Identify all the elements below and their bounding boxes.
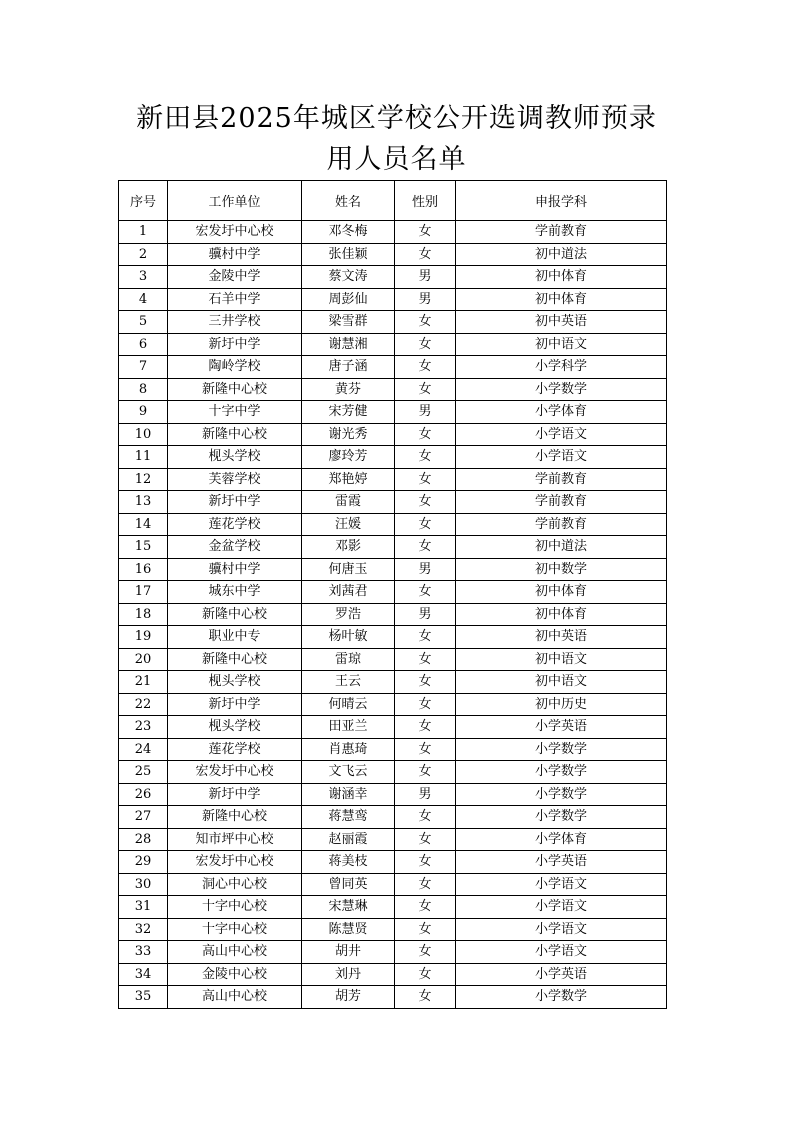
cell-work-unit: 莲花学校 [168, 513, 302, 536]
cell-name: 何晴云 [302, 693, 395, 716]
cell-work-unit: 高山中心校 [168, 986, 302, 1009]
cell-subject: 学前教育 [456, 513, 667, 536]
cell-work-unit: 骥村中学 [168, 243, 302, 266]
cell-name: 蒋慧鸾 [302, 806, 395, 829]
table-row [119, 896, 667, 919]
table-row [119, 491, 667, 514]
cell-subject: 初中语文 [456, 648, 667, 671]
cell-work-unit: 新隆中心校 [168, 378, 302, 401]
cell-work-unit: 宏发圩中心校 [168, 221, 302, 244]
header-name: 姓名 [302, 181, 395, 221]
cell-work-unit: 洞心中心校 [168, 873, 302, 896]
cell-subject: 初中历史 [456, 693, 667, 716]
cell-gender: 女 [395, 468, 456, 491]
cell-subject: 初中体育 [456, 581, 667, 604]
cell-name: 刘茜君 [302, 581, 395, 604]
cell-subject: 小学数学 [456, 806, 667, 829]
header-subject: 申报学科 [456, 181, 667, 221]
cell-name: 宋芳健 [302, 401, 395, 424]
cell-subject: 初中道法 [456, 536, 667, 559]
cell-name: 梁雪群 [302, 311, 395, 334]
cell-serial: 24 [119, 738, 168, 761]
table-row [119, 333, 667, 356]
table-row [119, 221, 667, 244]
table-row [119, 918, 667, 941]
table-row [119, 806, 667, 829]
cell-name: 王云 [302, 671, 395, 694]
table-row [119, 671, 667, 694]
cell-serial: 13 [119, 491, 168, 514]
table-row [119, 761, 667, 784]
cell-gender: 男 [395, 266, 456, 289]
cell-work-unit: 骥村中学 [168, 558, 302, 581]
cell-serial: 4 [119, 288, 168, 311]
cell-name: 蒋美枝 [302, 851, 395, 874]
cell-serial: 1 [119, 221, 168, 244]
cell-work-unit: 宏发圩中心校 [168, 851, 302, 874]
header-work-unit: 工作单位 [168, 181, 302, 221]
cell-name: 唐子涵 [302, 356, 395, 379]
cell-subject: 小学数学 [456, 738, 667, 761]
cell-gender: 男 [395, 558, 456, 581]
cell-gender: 女 [395, 626, 456, 649]
cell-serial: 19 [119, 626, 168, 649]
cell-subject: 小学数学 [456, 783, 667, 806]
table-row [119, 986, 667, 1009]
cell-name: 谢慧湘 [302, 333, 395, 356]
cell-gender: 女 [395, 446, 456, 469]
cell-serial: 21 [119, 671, 168, 694]
cell-subject: 小学语文 [456, 896, 667, 919]
table-row [119, 963, 667, 986]
cell-subject: 小学数学 [456, 761, 667, 784]
cell-subject: 初中体育 [456, 288, 667, 311]
cell-serial: 9 [119, 401, 168, 424]
cell-serial: 22 [119, 693, 168, 716]
cell-work-unit: 新隆中心校 [168, 603, 302, 626]
table-row [119, 828, 667, 851]
cell-gender: 男 [395, 603, 456, 626]
cell-name: 曾同英 [302, 873, 395, 896]
cell-serial: 3 [119, 266, 168, 289]
table-row [119, 558, 667, 581]
cell-subject: 初中英语 [456, 311, 667, 334]
cell-serial: 16 [119, 558, 168, 581]
table-row [119, 468, 667, 491]
page-title-line1: 新田县2025年城区学校公开选调教师预录 [136, 103, 657, 134]
cell-subject: 小学体育 [456, 401, 667, 424]
cell-subject: 初中数学 [456, 558, 667, 581]
cell-name: 陈慧贤 [302, 918, 395, 941]
table-row [119, 693, 667, 716]
cell-work-unit: 金陵中学 [168, 266, 302, 289]
cell-name: 赵丽霞 [302, 828, 395, 851]
cell-work-unit: 新圩中学 [168, 693, 302, 716]
cell-gender: 女 [395, 671, 456, 694]
cell-gender: 女 [395, 243, 456, 266]
cell-serial: 34 [119, 963, 168, 986]
cell-gender: 女 [395, 896, 456, 919]
page-title-line2: 用人员名单 [326, 144, 467, 175]
cell-subject: 小学英语 [456, 851, 667, 874]
cell-gender: 女 [395, 648, 456, 671]
table-row [119, 401, 667, 424]
cell-gender: 女 [395, 693, 456, 716]
cell-name: 张佳颖 [302, 243, 395, 266]
table-row [119, 716, 667, 739]
cell-gender: 女 [395, 311, 456, 334]
table-row [119, 626, 667, 649]
cell-subject: 初中语文 [456, 333, 667, 356]
cell-work-unit: 十字中心校 [168, 896, 302, 919]
cell-work-unit: 金陵中心校 [168, 963, 302, 986]
cell-name: 谢涵幸 [302, 783, 395, 806]
cell-name: 田亚兰 [302, 716, 395, 739]
cell-serial: 15 [119, 536, 168, 559]
cell-subject: 小学英语 [456, 963, 667, 986]
cell-gender: 女 [395, 806, 456, 829]
cell-subject: 学前教育 [456, 468, 667, 491]
cell-work-unit: 新圩中学 [168, 783, 302, 806]
table-row [119, 851, 667, 874]
cell-serial: 7 [119, 356, 168, 379]
table-row [119, 873, 667, 896]
cell-serial: 31 [119, 896, 168, 919]
cell-subject: 小学数学 [456, 986, 667, 1009]
table-row [119, 311, 667, 334]
cell-serial: 26 [119, 783, 168, 806]
cell-gender: 女 [395, 581, 456, 604]
cell-gender: 女 [395, 761, 456, 784]
cell-serial: 28 [119, 828, 168, 851]
cell-name: 刘丹 [302, 963, 395, 986]
cell-subject: 小学语文 [456, 446, 667, 469]
cell-name: 邓影 [302, 536, 395, 559]
cell-serial: 6 [119, 333, 168, 356]
cell-gender: 女 [395, 918, 456, 941]
cell-subject: 小学语文 [456, 873, 667, 896]
cell-name: 文飞云 [302, 761, 395, 784]
cell-work-unit: 职业中专 [168, 626, 302, 649]
cell-gender: 女 [395, 423, 456, 446]
cell-subject: 初中道法 [456, 243, 667, 266]
cell-work-unit: 宏发圩中心校 [168, 761, 302, 784]
cell-serial: 32 [119, 918, 168, 941]
cell-work-unit: 新隆中心校 [168, 423, 302, 446]
cell-name: 胡井 [302, 941, 395, 964]
cell-subject: 小学数学 [456, 378, 667, 401]
cell-gender: 女 [395, 873, 456, 896]
cell-subject: 初中语文 [456, 671, 667, 694]
table-row [119, 738, 667, 761]
table-row [119, 941, 667, 964]
cell-work-unit: 十字中心校 [168, 918, 302, 941]
cell-work-unit: 枧头学校 [168, 446, 302, 469]
cell-gender: 女 [395, 513, 456, 536]
cell-name: 廖玲芳 [302, 446, 395, 469]
cell-serial: 33 [119, 941, 168, 964]
cell-name: 汪媛 [302, 513, 395, 536]
table-row [119, 783, 667, 806]
cell-gender: 女 [395, 491, 456, 514]
cell-gender: 女 [395, 356, 456, 379]
cell-subject: 初中体育 [456, 266, 667, 289]
cell-serial: 27 [119, 806, 168, 829]
cell-subject: 小学科学 [456, 356, 667, 379]
table-row [119, 243, 667, 266]
cell-serial: 23 [119, 716, 168, 739]
cell-work-unit: 知市坪中心校 [168, 828, 302, 851]
cell-gender: 女 [395, 986, 456, 1009]
table-row [119, 288, 667, 311]
table-row [119, 446, 667, 469]
cell-work-unit: 新隆中心校 [168, 806, 302, 829]
cell-work-unit: 枧头学校 [168, 671, 302, 694]
cell-name: 周彭仙 [302, 288, 395, 311]
table-row [119, 378, 667, 401]
cell-subject: 小学体育 [456, 828, 667, 851]
table-row [119, 603, 667, 626]
header-serial: 序号 [119, 181, 168, 221]
cell-work-unit: 陶岭学校 [168, 356, 302, 379]
cell-gender: 女 [395, 941, 456, 964]
table-body [119, 221, 667, 1009]
cell-subject: 小学语文 [456, 918, 667, 941]
cell-work-unit: 新圩中学 [168, 333, 302, 356]
cell-gender: 女 [395, 716, 456, 739]
cell-gender: 女 [395, 851, 456, 874]
cell-work-unit: 芙蓉学校 [168, 468, 302, 491]
cell-serial: 12 [119, 468, 168, 491]
roster-table [118, 180, 667, 1009]
cell-serial: 25 [119, 761, 168, 784]
cell-serial: 30 [119, 873, 168, 896]
cell-work-unit: 城东中学 [168, 581, 302, 604]
cell-name: 黄芬 [302, 378, 395, 401]
cell-serial: 14 [119, 513, 168, 536]
cell-gender: 男 [395, 783, 456, 806]
cell-name: 宋慧琳 [302, 896, 395, 919]
cell-serial: 10 [119, 423, 168, 446]
table-row [119, 536, 667, 559]
cell-work-unit: 十字中学 [168, 401, 302, 424]
cell-serial: 18 [119, 603, 168, 626]
cell-name: 雷琼 [302, 648, 395, 671]
table-header-row [119, 181, 667, 221]
cell-name: 何唐玉 [302, 558, 395, 581]
cell-subject: 初中体育 [456, 603, 667, 626]
cell-subject: 小学语文 [456, 423, 667, 446]
cell-serial: 8 [119, 378, 168, 401]
cell-gender: 男 [395, 401, 456, 424]
table-row [119, 581, 667, 604]
cell-work-unit: 枧头学校 [168, 716, 302, 739]
cell-subject: 学前教育 [456, 221, 667, 244]
cell-name: 邓冬梅 [302, 221, 395, 244]
cell-gender: 女 [395, 963, 456, 986]
table-row [119, 513, 667, 536]
cell-work-unit: 石羊中学 [168, 288, 302, 311]
cell-serial: 17 [119, 581, 168, 604]
cell-gender: 女 [395, 828, 456, 851]
cell-serial: 2 [119, 243, 168, 266]
cell-name: 谢光秀 [302, 423, 395, 446]
cell-gender: 女 [395, 536, 456, 559]
cell-name: 郑艳婷 [302, 468, 395, 491]
cell-name: 胡芳 [302, 986, 395, 1009]
cell-name: 罗浩 [302, 603, 395, 626]
cell-gender: 男 [395, 288, 456, 311]
header-gender: 性别 [395, 181, 456, 221]
cell-serial: 5 [119, 311, 168, 334]
cell-work-unit: 新圩中学 [168, 491, 302, 514]
cell-serial: 29 [119, 851, 168, 874]
cell-gender: 女 [395, 221, 456, 244]
table-row [119, 356, 667, 379]
table-row [119, 648, 667, 671]
cell-subject: 学前教育 [456, 491, 667, 514]
cell-gender: 女 [395, 333, 456, 356]
cell-name: 蔡文涛 [302, 266, 395, 289]
cell-work-unit: 莲花学校 [168, 738, 302, 761]
cell-subject: 小学语文 [456, 941, 667, 964]
cell-name: 杨叶敏 [302, 626, 395, 649]
cell-name: 肖惠琦 [302, 738, 395, 761]
cell-serial: 35 [119, 986, 168, 1009]
table-row [119, 423, 667, 446]
cell-work-unit: 金盆学校 [168, 536, 302, 559]
table-row [119, 266, 667, 289]
cell-gender: 女 [395, 738, 456, 761]
cell-work-unit: 三井学校 [168, 311, 302, 334]
cell-serial: 11 [119, 446, 168, 469]
cell-name: 雷霞 [302, 491, 395, 514]
cell-subject: 初中英语 [456, 626, 667, 649]
cell-subject: 小学英语 [456, 716, 667, 739]
cell-serial: 20 [119, 648, 168, 671]
cell-gender: 女 [395, 378, 456, 401]
cell-work-unit: 高山中心校 [168, 941, 302, 964]
cell-work-unit: 新隆中心校 [168, 648, 302, 671]
